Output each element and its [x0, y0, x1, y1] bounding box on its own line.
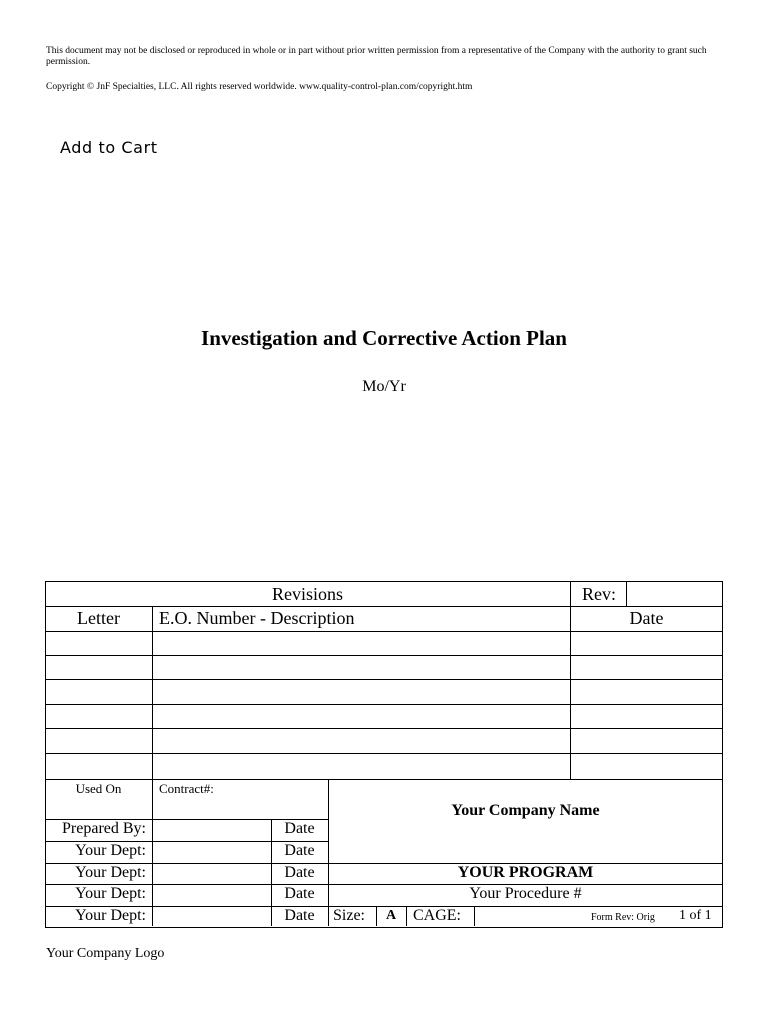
rule: [152, 606, 153, 926]
program-name: YOUR PROGRAM: [457, 864, 594, 881]
revision-title-block: [45, 581, 723, 928]
page-count: 1 of 1: [679, 908, 712, 923]
prepared-by-date-label: Date: [284, 820, 315, 837]
contract-label: Contract#:: [159, 781, 214, 796]
dept-1-label: Your Dept:: [75, 842, 146, 859]
rule: [626, 581, 627, 606]
procedure-number: Your Procedure #: [469, 885, 582, 902]
copyright-line: Copyright © JnF Specialties, LLC. All rights reserved worldwide. www.quality-control-plan.com/copyright.htm: [46, 82, 473, 92]
used-on-label: Used On: [75, 781, 122, 796]
dept-2-label: Your Dept:: [75, 864, 146, 881]
dept-3-label: Your Dept:: [75, 885, 146, 902]
rule: [45, 753, 723, 754]
cage-label: CAGE:: [413, 907, 461, 924]
description-column-header: E.O. Number - Description: [159, 608, 355, 628]
confidentiality-notice: This document may not be disclosed or reproduced in whole or in part without prior written permission from a representative of the Company with the authority to grant such permission.: [46, 46, 707, 67]
dept-2-date-label: Date: [284, 864, 315, 881]
rule: [45, 679, 723, 680]
add-to-cart-button[interactable]: Add to Cart: [60, 138, 158, 157]
prepared-by-label: Prepared By:: [62, 820, 146, 837]
letter-column-header: Letter: [77, 608, 120, 628]
company-logo-placeholder: Your Company Logo: [46, 946, 165, 961]
date-column-header: Date: [629, 608, 664, 628]
dept-1-date-label: Date: [284, 842, 315, 859]
dept-3-date-label: Date: [284, 885, 315, 902]
rule: [474, 906, 475, 926]
rule: [45, 728, 723, 729]
form-revision: Form Rev: Orig: [591, 912, 655, 923]
rule: [45, 655, 723, 656]
rule: [45, 631, 723, 632]
revisions-heading: Revisions: [271, 584, 343, 604]
rule: [406, 906, 407, 926]
company-name: Your Company Name: [451, 802, 600, 819]
dept-4-date-label: Date: [284, 907, 315, 924]
document-title: Investigation and Corrective Action Plan: [201, 326, 567, 350]
size-value: A: [385, 908, 397, 923]
size-label: Size:: [333, 907, 365, 924]
rule: [45, 704, 723, 705]
rule: [45, 606, 723, 607]
rule: [45, 906, 723, 907]
dept-4-label: Your Dept:: [75, 907, 146, 924]
rule: [45, 779, 723, 780]
rev-label: Rev:: [582, 584, 616, 604]
document-date: Mo/Yr: [362, 378, 406, 395]
